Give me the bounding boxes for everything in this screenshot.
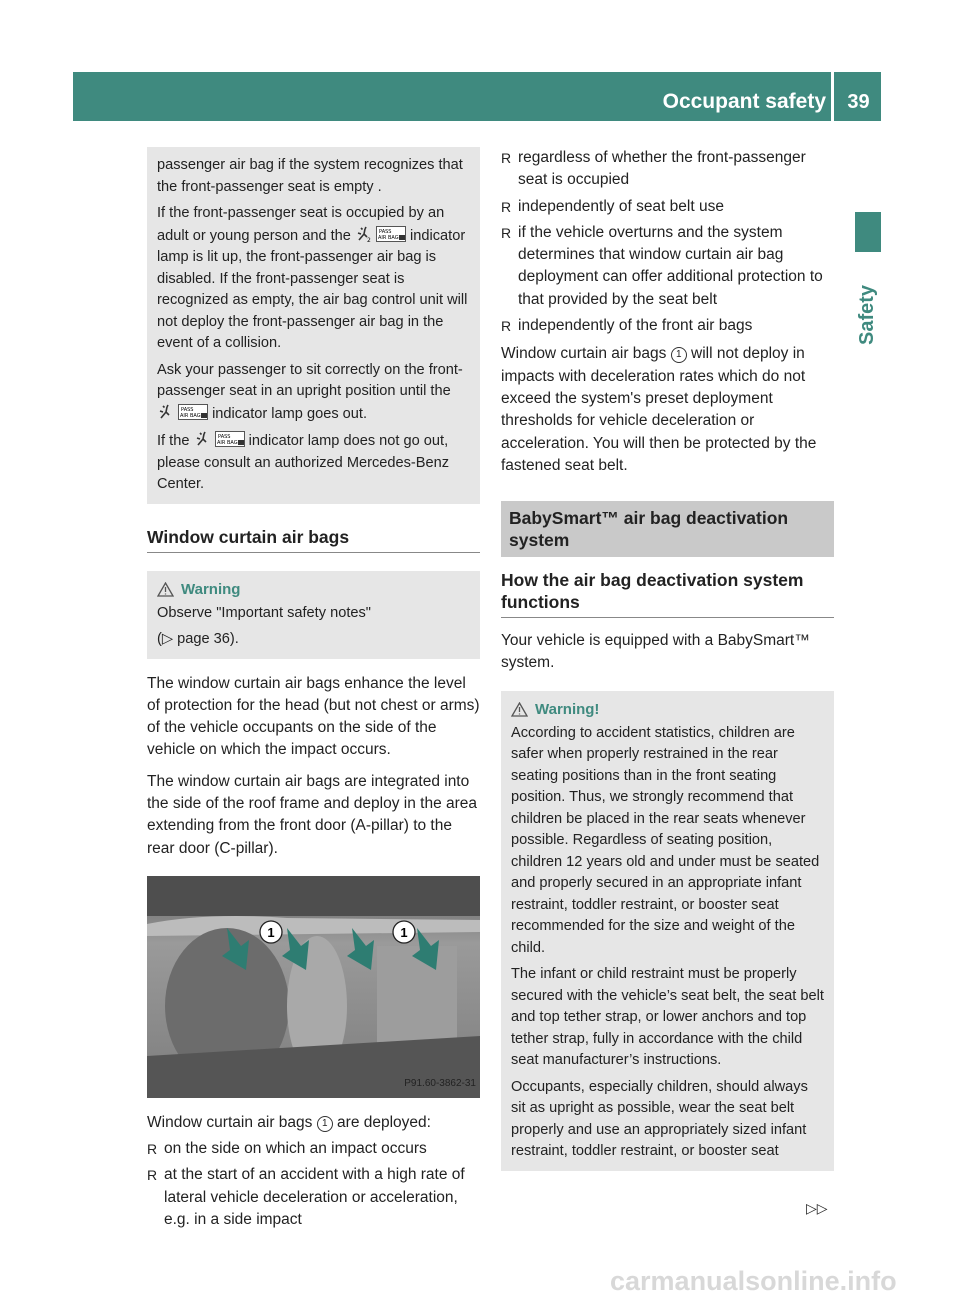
warning-title-text: Warning bbox=[181, 580, 241, 598]
list-item: R regardless of whether the front-passenger seat is occupied bbox=[501, 147, 834, 192]
watermark: carmanualsonline.info bbox=[610, 1266, 897, 1296]
warning-line2: (▷ page 36). bbox=[157, 631, 239, 647]
left-column bbox=[147, 147, 480, 1237]
svg-text:AIR BAG: AIR BAG bbox=[377, 234, 399, 241]
list-item: R independently of the front air bags bbox=[501, 315, 834, 337]
page-number: 39 bbox=[847, 91, 870, 113]
photo-code: P91.60-3862-31 bbox=[404, 1077, 476, 1089]
warning-triangle-icon bbox=[511, 702, 528, 717]
info-box bbox=[147, 147, 480, 504]
deploy-caption-text-a: Window curtain air bags bbox=[147, 1113, 313, 1131]
info-p4-text-a: If the bbox=[157, 433, 190, 449]
list-item: R independently of seat belt use bbox=[501, 196, 834, 218]
deploy-conditions-list bbox=[147, 1138, 480, 1231]
svg-text:2: 2 bbox=[366, 236, 371, 243]
child-warning-p2: The infant or child restraint must be properly secured with the vehicle’s seat belt, the seat belt and top tether strap, or lower anchors and top tether strap, fully in accordance with the child seat manufacturer’s instructions. bbox=[511, 966, 824, 1069]
pass-airbag-off-indicator-icon bbox=[355, 225, 406, 243]
warning-box bbox=[147, 571, 480, 659]
no-deploy-paragraph bbox=[501, 343, 834, 477]
section-title: Occupant safety bbox=[662, 90, 826, 113]
list-item: R at the start of an accident with a high rate of lateral vehicle deceleration or acceleration, e.g. in a side impact bbox=[147, 1164, 480, 1231]
pass-airbag-off-indicator-icon bbox=[157, 403, 208, 421]
child-warning-box bbox=[501, 691, 834, 1171]
deploy-conditions-list-cont bbox=[501, 147, 834, 337]
svg-text:AIR BAG: AIR BAG bbox=[180, 412, 201, 419]
warning-title bbox=[511, 699, 824, 721]
callout-number: 1 bbox=[317, 1116, 333, 1132]
info-p3-text-b: indicator lamp goes out. bbox=[212, 405, 368, 422]
child-warning-p1: According to accident statistics, children are safer when properly restrained in the rear seating positions than in the front seating position. Thus, we strongly recommend that children be placed in the rear seats whenever possible. Regardless of seating position, children 12 years old and under must be seated and properly secured in an appropriate infant restraint, toddler restraint, or booster seat recommended for the size and weight of the child. bbox=[511, 724, 820, 956]
header-divider bbox=[831, 72, 834, 121]
side-tab-label: Safety bbox=[856, 284, 878, 345]
info-p3-text-a: Ask your passenger to sit correctly on the front-passenger seat in an upright position until the bbox=[157, 361, 463, 399]
curtain-airbag-photo bbox=[147, 876, 480, 1098]
deploy-caption-text-b: are deployed: bbox=[337, 1113, 431, 1131]
side-tab-block bbox=[855, 212, 881, 252]
no-deploy-text-b: will not deploy in impacts with deceleration rates which do not exceed the system's preset deployment thresholds for vehicle deceleration or acceleration. You will then be protected by the fastened seat belt. bbox=[501, 345, 817, 474]
info-p2-text-b: indicator lamp is lit up, the front-passenger air bag is disabled. If the front-passenger seat is recognized as empty, the air bag control unit will not deploy the front-passenger air bag in the event of a collision. bbox=[157, 227, 468, 351]
info-p4-text-b: indicator lamp does not go out, please consult an authorized Mercedes-Benz Center. bbox=[157, 433, 450, 492]
info-p3 bbox=[157, 360, 470, 426]
callout-number: 1 bbox=[671, 347, 687, 363]
deploy-caption bbox=[147, 1112, 480, 1134]
list-item: R on the side on which an impact occurs bbox=[147, 1138, 480, 1160]
info-p1: passenger air bag if the system recognizes that the front-passenger seat is empty . bbox=[157, 157, 463, 195]
svg-text:PASS: PASS bbox=[181, 406, 194, 413]
svg-text:AIR BAG: AIR BAG bbox=[216, 440, 238, 446]
info-p2 bbox=[157, 203, 470, 355]
window-curtain-heading: Window curtain air bags bbox=[147, 526, 480, 553]
babysmart-heading: BabySmart™ air bag deactivation system bbox=[501, 501, 834, 557]
child-warning-p3: Occupants, especially children, should always sit as upright as possible, wear the seat belt properly and use an appropriately sized infant restraint, toddler restraint, or booster seat bbox=[511, 1078, 808, 1160]
pass-airbag-off-indicator-icon bbox=[194, 430, 245, 448]
warning-line1: Observe "Important safety notes" bbox=[157, 604, 371, 621]
curtain-paragraph-1: The window curtain air bags enhance the level of protection for the head (but not chest or arms) of the vehicle occupants on the side of the vehicle on which the impact occurs. bbox=[147, 674, 480, 759]
babysmart-paragraph: Your vehicle is equipped with a BabySmart™ system. bbox=[501, 632, 810, 672]
info-p4 bbox=[157, 430, 470, 496]
warning-triangle-icon bbox=[157, 582, 174, 597]
warning-title bbox=[157, 579, 470, 601]
svg-text:PASS: PASS bbox=[217, 434, 230, 440]
warning-title-text: Warning! bbox=[535, 700, 600, 718]
photo-callout-1: 1 bbox=[267, 924, 275, 940]
photo-callout-2: 1 bbox=[400, 924, 408, 940]
continued-marker: ▷▷ bbox=[806, 1200, 828, 1216]
list-item: R if the vehicle overturns and the system determines that window curtain air bag deployment can offer additional protection to that provided by the seat belt bbox=[501, 222, 834, 311]
curtain-paragraph-2: The window curtain air bags are integrated into the side of the roof frame and deploy in the area extending from the front door (A-pillar) to the rear door (C-pillar). bbox=[147, 772, 478, 857]
no-deploy-text-a: Window curtain air bags bbox=[501, 345, 667, 363]
right-column bbox=[501, 147, 834, 1193]
info-p2-text-a: If the front-passenger seat is occupied by an adult or young person and the bbox=[157, 205, 445, 244]
how-system-works-heading: How the air bag deactivation system functions bbox=[501, 569, 834, 618]
svg-text:PASS: PASS bbox=[378, 228, 392, 235]
